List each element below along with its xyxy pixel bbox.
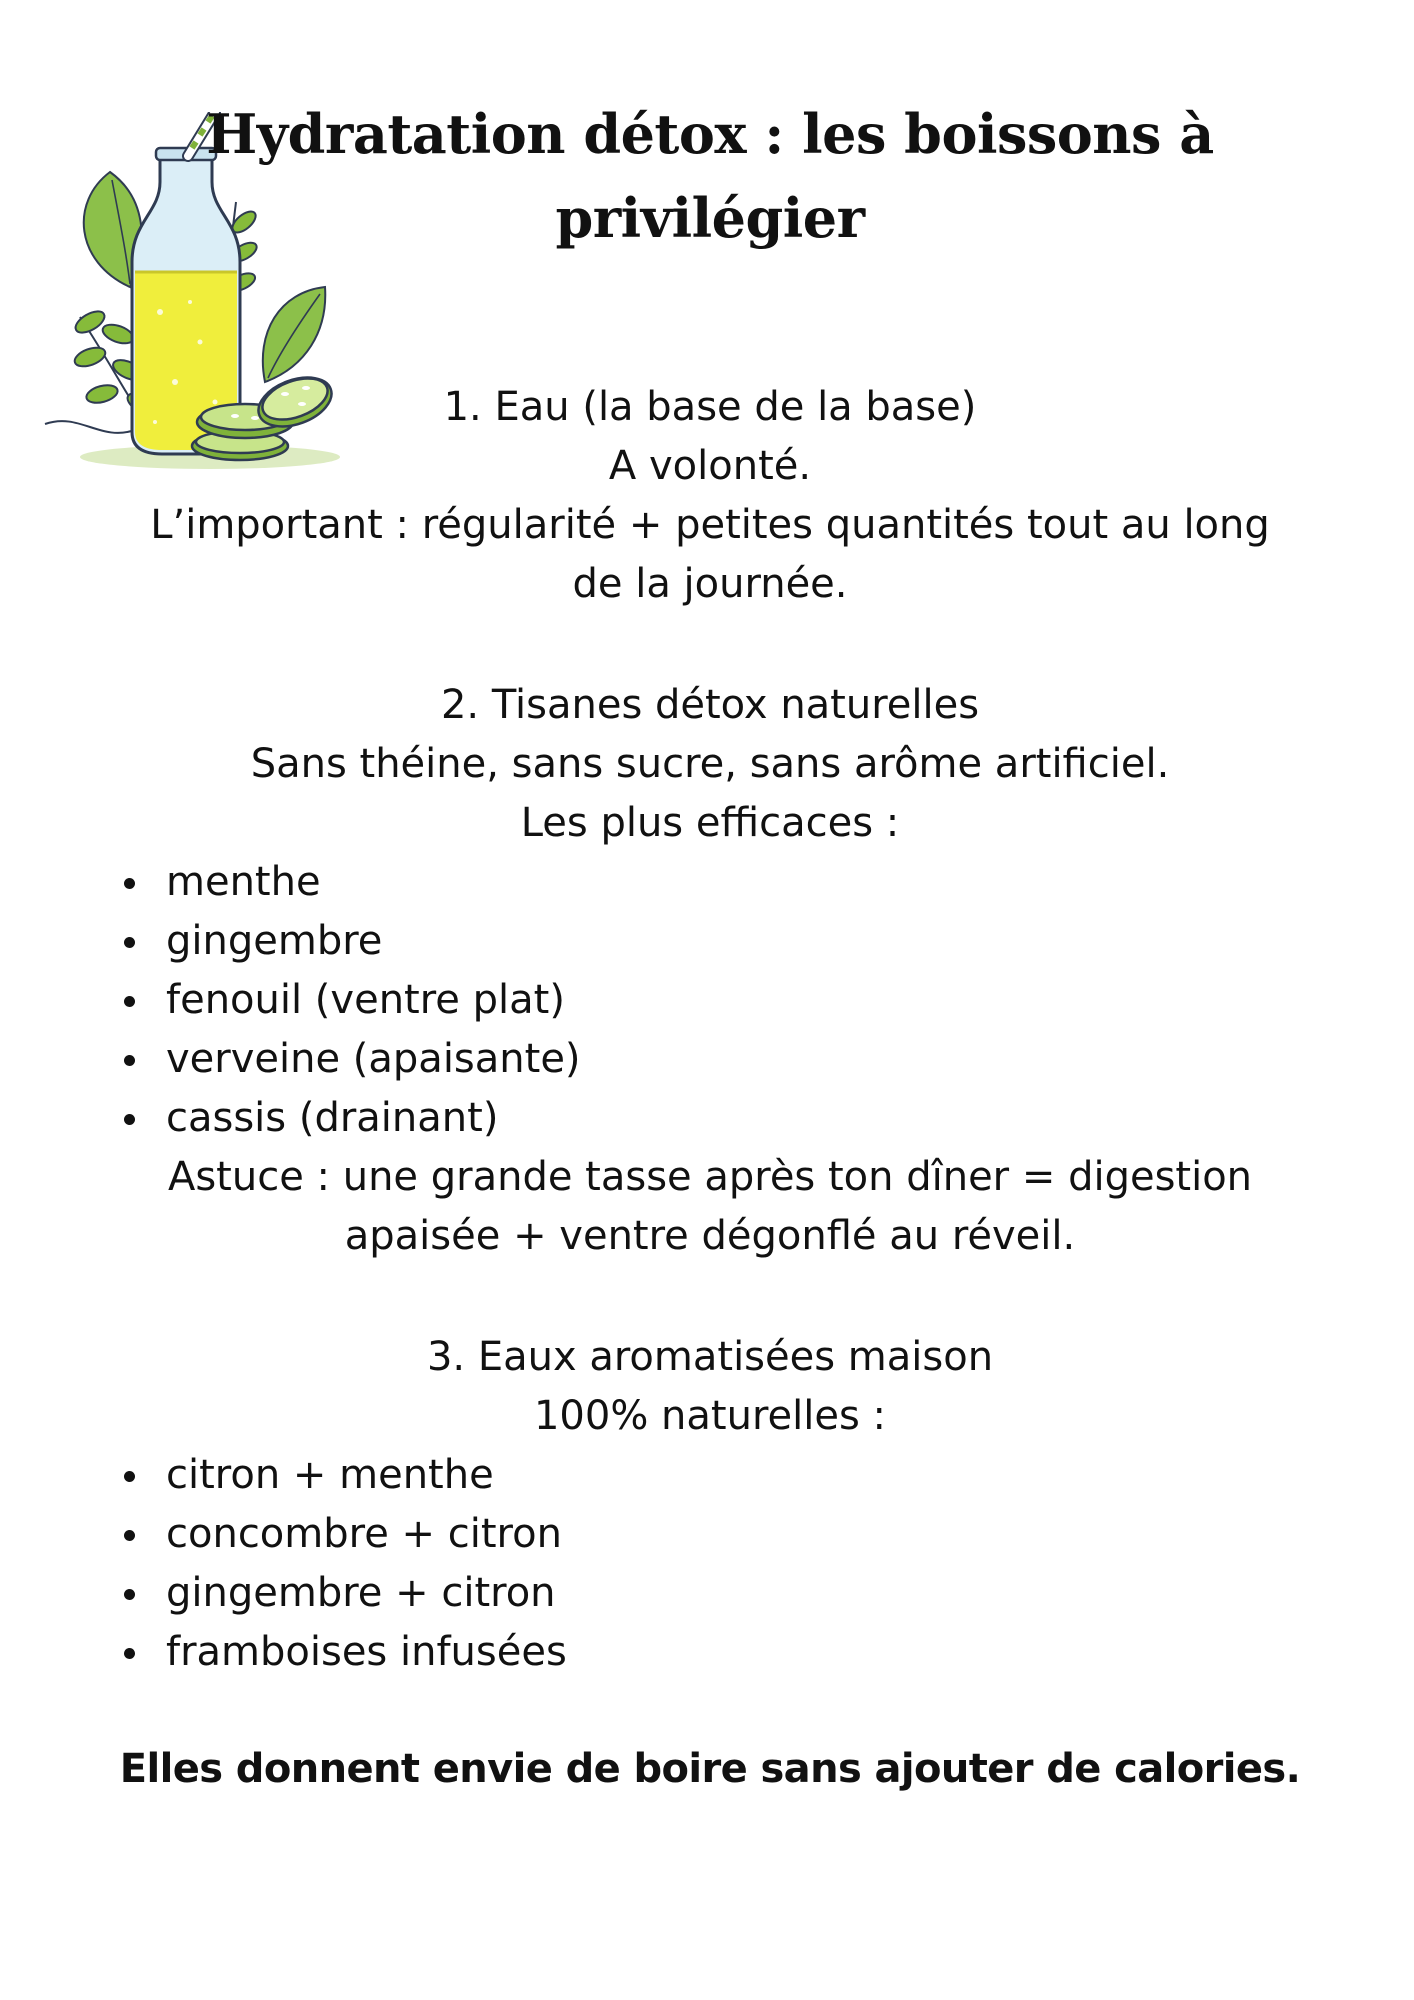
- section-herbal-teas: [110, 676, 1310, 1266]
- list-item: framboises infusées: [110, 1623, 1310, 1682]
- title-line-1: Hydratation détox : les boissons à: [206, 102, 1214, 166]
- list-item: verveine (apaisante): [110, 1030, 1310, 1089]
- list-item: gingembre: [110, 912, 1310, 971]
- title-line-2: privilégier: [555, 186, 865, 250]
- section-teas-line-1: Sans théine, sans sucre, sans arôme artificiel.: [250, 741, 1170, 787]
- page-title: [200, 92, 1220, 260]
- list-item: gingembre + citron: [110, 1564, 1310, 1623]
- list-item: concombre + citron: [110, 1505, 1310, 1564]
- section-teas-line-2: Les plus efficaces :: [520, 800, 900, 846]
- section-water-line-2: L’important : régularité + petites quantités tout au long: [150, 502, 1270, 548]
- section-water-line-3: de la journée.: [572, 561, 848, 607]
- section-waters-heading: 3. Eaux aromatisées maison: [426, 1334, 994, 1380]
- closing-statement: Elles donnent envie de boire sans ajouter de calories.: [119, 1746, 1301, 1792]
- section-water: [110, 378, 1310, 614]
- section-flavored-waters: [110, 1328, 1310, 1682]
- list-item: cassis (drainant): [110, 1089, 1310, 1148]
- list-item: menthe: [110, 853, 1310, 912]
- teas-list: [110, 853, 1310, 1148]
- section-water-heading: 1. Eau (la base de la base): [443, 384, 977, 430]
- list-item: fenouil (ventre plat): [110, 971, 1310, 1030]
- teas-tip-line-1: Astuce : une grande tasse après ton dîner = digestion: [167, 1154, 1253, 1200]
- section-waters-line-1: 100% naturelles :: [533, 1393, 886, 1439]
- section-water-line-1: A volonté.: [608, 443, 812, 489]
- section-teas-heading: 2. Tisanes détox naturelles: [440, 682, 980, 728]
- list-item: citron + menthe: [110, 1446, 1310, 1505]
- waters-list: [110, 1446, 1310, 1682]
- teas-tip-line-2: apaisée + ventre dégonflé au réveil.: [344, 1213, 1076, 1259]
